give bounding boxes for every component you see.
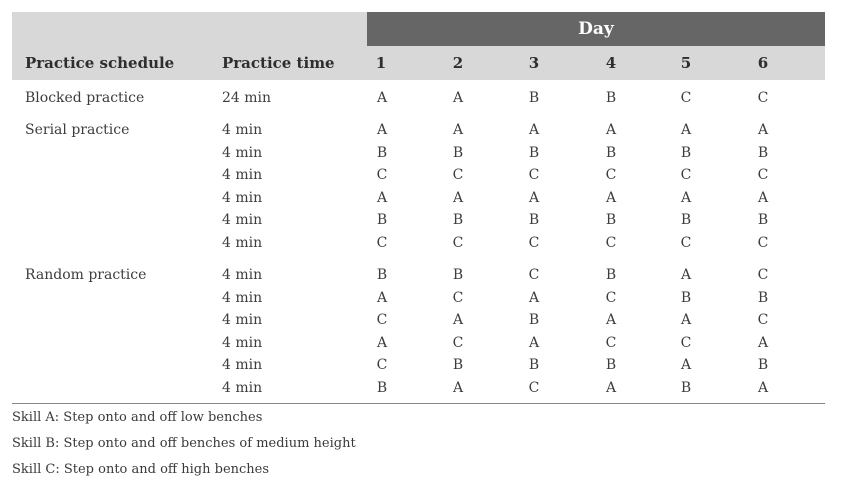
skill-cell: A (680, 267, 692, 283)
skill-cell: C (757, 235, 769, 251)
footnote-skill-a: Skill A: Step onto and off low benches (12, 410, 263, 425)
skill-cell: C (528, 235, 540, 251)
skill-cell: A (376, 189, 388, 206)
practice-time-cell: 4 min (222, 267, 263, 283)
skill-cell: A (376, 90, 388, 106)
skill-cell: C (680, 90, 692, 106)
skill-cell: A (757, 380, 769, 396)
column-header-row (12, 46, 825, 80)
skill-cell: A (680, 189, 692, 206)
footnote-skill-c: Skill C: Step onto and off high benches (12, 462, 270, 477)
skill-cell: B (757, 144, 769, 161)
skill-cell: C (680, 334, 692, 351)
skill-cell: B (528, 90, 540, 106)
skill-cell: A (605, 189, 617, 206)
skill-cell: A (528, 189, 540, 206)
skill-cell: A (605, 312, 617, 329)
skill-cell: A (757, 189, 769, 206)
skill-cell: A (680, 357, 692, 374)
skill-cell: C (452, 289, 464, 306)
skill-cell: B (528, 357, 540, 374)
skill-cell: B (757, 212, 769, 229)
skill-cell: B (757, 289, 769, 306)
header-day-5: 5 (680, 54, 692, 72)
header-day-2: 2 (452, 54, 464, 72)
skill-cell: A (452, 189, 464, 206)
skill-cell: C (757, 90, 769, 106)
practice-time-cell: 4 min (222, 167, 263, 184)
header-day-6: 6 (757, 54, 769, 72)
header-practice-time: Practice time (222, 54, 335, 72)
header-practice-schedule: Practice schedule (25, 54, 175, 72)
practice-time-cell: 4 min (222, 144, 263, 161)
skill-cell: B (528, 212, 540, 229)
practice-time-cell: 4 min (222, 357, 263, 374)
skill-cell: A (680, 312, 692, 329)
skill-cell: A (452, 380, 464, 396)
skill-cell: B (680, 289, 692, 306)
skill-cell: A (376, 334, 388, 351)
skill-cell: B (452, 267, 464, 283)
skill-cell: B (452, 144, 464, 161)
skill-cell: B (605, 144, 617, 161)
skill-cell: A (452, 90, 464, 106)
skill-cell: C (528, 380, 540, 396)
practice-time-cell: 4 min (222, 212, 263, 229)
skill-cell: C (757, 312, 769, 329)
skill-cell: A (757, 122, 769, 138)
skill-cell: A (528, 122, 540, 138)
header-top-strip (12, 12, 367, 46)
skill-cell: A (452, 312, 464, 329)
skill-cell: C (528, 167, 540, 184)
skill-cell: B (680, 380, 692, 396)
group-name: Blocked practice (25, 90, 145, 106)
skill-cell: C (680, 235, 692, 251)
practice-time-cell: 4 min (222, 334, 263, 351)
day-header (367, 12, 825, 46)
skill-cell: B (605, 212, 617, 229)
skill-cell: B (376, 144, 388, 161)
skill-cell: C (528, 267, 540, 283)
skill-cell: B (605, 357, 617, 374)
skill-cell: A (376, 122, 388, 138)
day-label: Day (578, 19, 614, 39)
skill-cell: A (605, 380, 617, 396)
skill-cell: C (376, 312, 388, 329)
header-day-1: 1 (375, 54, 387, 72)
skill-cell: B (528, 144, 540, 161)
skill-cell: B (376, 267, 388, 283)
skill-cell: B (680, 212, 692, 229)
header-day-3: 3 (528, 54, 540, 72)
skill-cell: C (376, 357, 388, 374)
skill-cell: C (757, 267, 769, 283)
skill-cell: B (680, 144, 692, 161)
skill-cell: C (376, 167, 388, 184)
skill-cell: B (376, 380, 388, 396)
group-name: Random practice (25, 267, 147, 283)
skill-cell: A (605, 122, 617, 138)
skill-cell: B (605, 267, 617, 283)
practice-time-cell: 4 min (222, 312, 263, 329)
practice-time-cell: 4 min (222, 289, 263, 306)
practice-time-cell: 4 min (222, 380, 263, 396)
skill-cell: C (605, 289, 617, 306)
skill-cell: B (757, 357, 769, 374)
skill-cell: A (452, 122, 464, 138)
group-name: Serial practice (25, 122, 130, 138)
skill-cell: C (376, 235, 388, 251)
skill-cell: A (680, 122, 692, 138)
skill-cell: A (757, 334, 769, 351)
skill-cell: C (605, 235, 617, 251)
practice-time-cell: 4 min (222, 189, 263, 206)
practice-time-cell: 4 min (222, 122, 263, 138)
skill-cell: C (452, 334, 464, 351)
footnote-skill-b: Skill B: Step onto and off benches of medium height (12, 436, 356, 451)
skill-cell: B (452, 357, 464, 374)
skill-cell: C (452, 167, 464, 184)
skill-cell: C (452, 235, 464, 251)
skill-cell: A (376, 289, 388, 306)
skill-cell: C (605, 167, 617, 184)
skill-cell: B (452, 212, 464, 229)
practice-time-cell: 4 min (222, 235, 263, 251)
skill-cell: C (680, 167, 692, 184)
skill-cell: A (528, 334, 540, 351)
table-bottom-rule (12, 403, 825, 404)
skill-cell: B (376, 212, 388, 229)
skill-cell: B (528, 312, 540, 329)
header-day-4: 4 (605, 54, 617, 72)
skill-cell: B (605, 90, 617, 106)
skill-cell: C (605, 334, 617, 351)
skill-cell: A (528, 289, 540, 306)
skill-cell: C (757, 167, 769, 184)
practice-time-cell: 24 min (222, 90, 272, 106)
